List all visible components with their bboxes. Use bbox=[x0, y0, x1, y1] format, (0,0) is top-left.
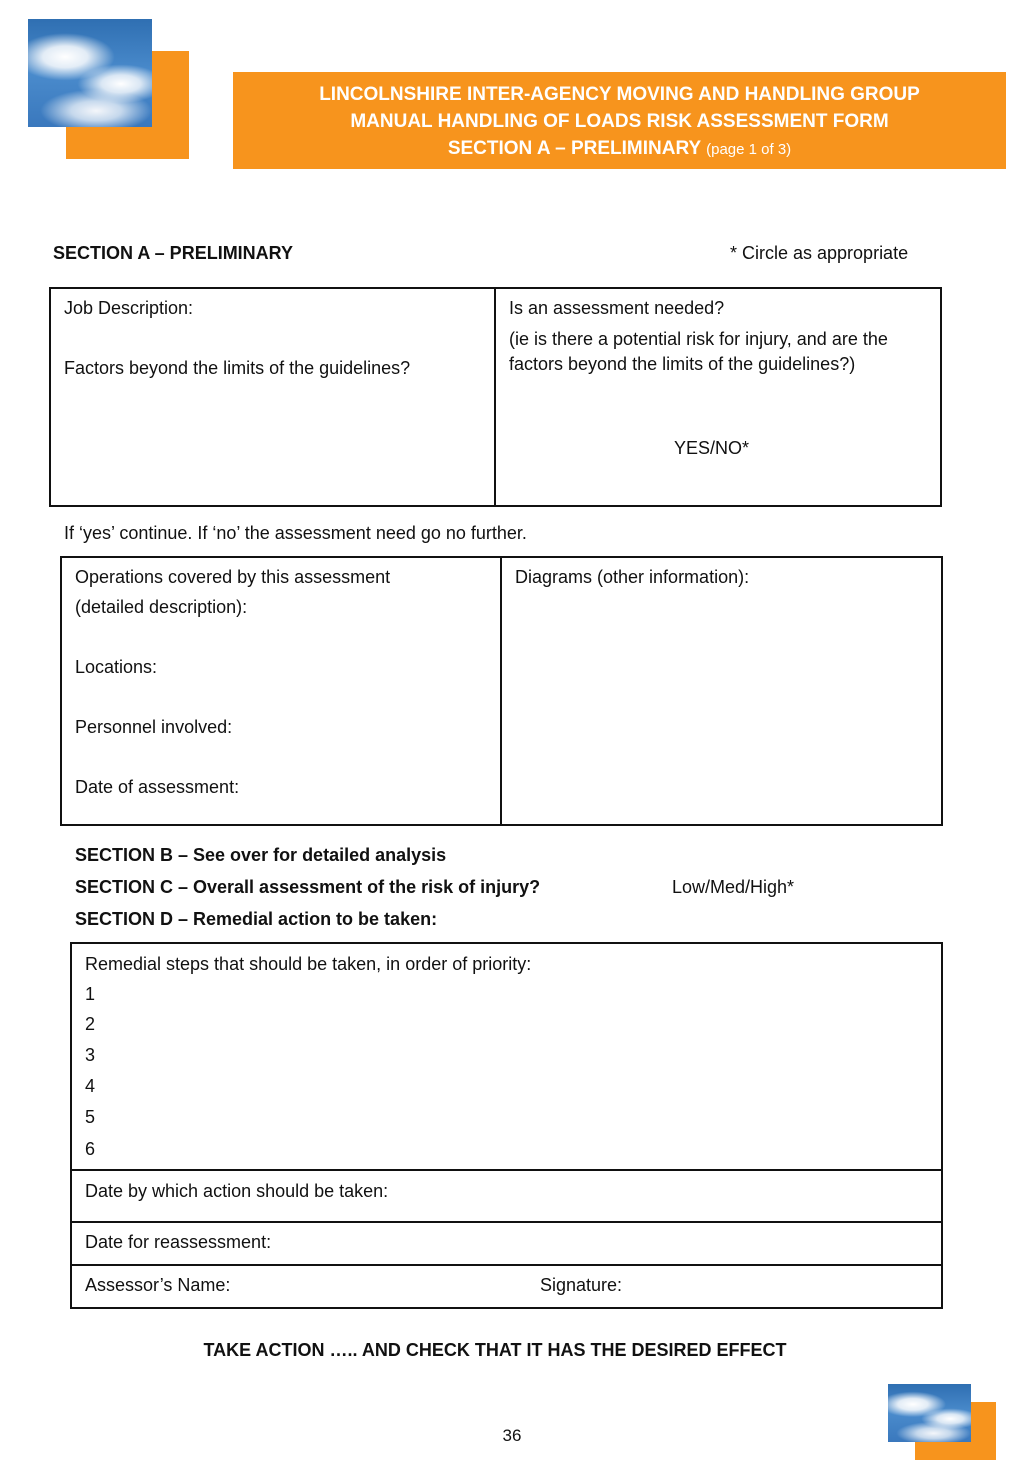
section-b-heading: SECTION B – See over for detailed analysis bbox=[75, 845, 447, 865]
risk-level-options[interactable]: Low/Med/High* bbox=[672, 877, 795, 897]
section-d-heading: SECTION D – Remedial action to be taken: bbox=[75, 909, 438, 929]
date-reassessment-label: Date for reassessment: bbox=[85, 1232, 272, 1252]
assessor-name-label: Assessor’s Name: bbox=[85, 1275, 231, 1295]
header-line-2: MANUAL HANDLING OF LOADS RISK ASSESSMENT FORM bbox=[350, 111, 889, 132]
operations-detailed-label: (detailed description): bbox=[75, 597, 248, 617]
date-action-label: Date by which action should be taken: bbox=[85, 1181, 389, 1201]
take-action-footer: TAKE ACTION ….. AND CHECK THAT IT HAS THE DESIRED EFFECT bbox=[203, 1340, 787, 1360]
locations-label: Locations: bbox=[75, 657, 158, 677]
form-header-banner bbox=[233, 72, 1006, 169]
job-description-label: Job Description: bbox=[64, 298, 194, 318]
header-page-note: (page 1 of 3) bbox=[706, 141, 792, 158]
section-c-heading: SECTION C – Overall assessment of the risk of injury? bbox=[75, 877, 541, 897]
remedial-step-3: 3 bbox=[85, 1045, 96, 1065]
operations-divider bbox=[500, 556, 502, 826]
assessment-needed-label: Is an assessment needed? bbox=[509, 298, 725, 318]
personnel-label: Personnel involved: bbox=[75, 717, 233, 737]
remedial-step-2: 2 bbox=[85, 1014, 96, 1034]
remedial-intro: Remedial steps that should be taken, in order of priority: bbox=[85, 954, 532, 974]
page-number: 36 bbox=[502, 1426, 522, 1445]
operations-covered-label: Operations covered by this assessment bbox=[75, 567, 391, 587]
logo-sky-image bbox=[28, 19, 152, 127]
signature-label: Signature: bbox=[540, 1275, 623, 1295]
section-a-heading: SECTION A – PRELIMINARY bbox=[53, 243, 294, 263]
remedial-step-6: 6 bbox=[85, 1139, 96, 1159]
assessment-needed-note: (ie is there a potential risk for injury, and are the factors beyond the limits of the guidelines?) bbox=[509, 329, 888, 374]
remedial-box bbox=[70, 942, 943, 1309]
circle-note: * Circle as appropriate bbox=[730, 243, 909, 263]
yes-no-option[interactable]: YES/NO* bbox=[674, 438, 750, 458]
continue-note: If ‘yes’ continue. If ‘no’ the assessment need go no further. bbox=[64, 523, 527, 543]
date-of-assessment-label: Date of assessment: bbox=[75, 777, 240, 797]
header-section-title: SECTION A – PRELIMINARY bbox=[447, 138, 701, 159]
remedial-step-5: 5 bbox=[85, 1107, 96, 1127]
header-line-3 bbox=[233, 135, 1006, 163]
diagrams-label: Diagrams (other information): bbox=[515, 567, 750, 587]
header-line-1: LINCOLNSHIRE INTER-AGENCY MOVING AND HANDLING GROUP bbox=[319, 84, 920, 105]
remedial-step-4: 4 bbox=[85, 1076, 96, 1096]
factors-label: Factors beyond the limits of the guidelines? bbox=[64, 358, 411, 378]
footer-logo-sky-image bbox=[888, 1384, 971, 1442]
remedial-divider-2 bbox=[70, 1221, 943, 1223]
remedial-divider-3 bbox=[70, 1264, 943, 1266]
remedial-step-1: 1 bbox=[85, 984, 96, 1004]
section-a-divider bbox=[494, 287, 496, 507]
remedial-divider-1 bbox=[70, 1169, 943, 1171]
